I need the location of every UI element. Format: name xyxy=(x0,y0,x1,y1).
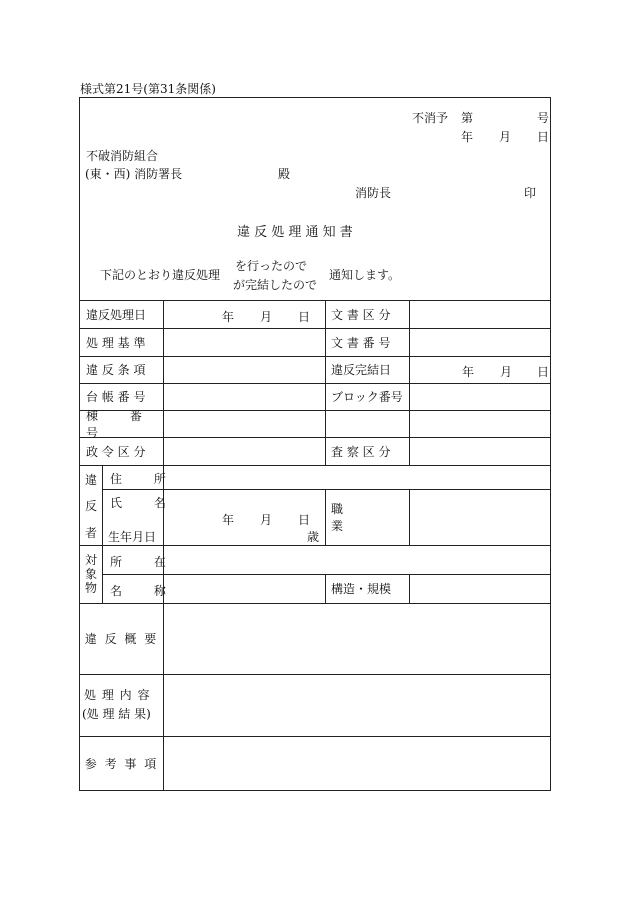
birth-day: 日 xyxy=(298,513,311,527)
body-suffix: 通知します。 xyxy=(329,268,401,282)
label-bunsho-kubun: 文 書 区 分 xyxy=(331,307,391,322)
age-label: 歳 xyxy=(307,530,320,544)
rule-v xyxy=(409,489,410,545)
rule-v xyxy=(409,574,410,603)
label-ihan-shori-bi: 違反処理日 xyxy=(86,307,147,322)
form-caption: 様式第21号(第31条関係) xyxy=(80,82,216,96)
rule xyxy=(80,465,550,466)
label-shokugyou: 職 業 xyxy=(331,502,374,533)
seal-label: 印 xyxy=(524,186,537,200)
label-block-bango: ブロック番号 xyxy=(331,390,403,404)
rule xyxy=(80,674,550,675)
ihan-date-year: 年 xyxy=(222,310,235,324)
label-seinengappi: 生年月日 xyxy=(108,530,157,544)
header-day: 日 xyxy=(537,130,550,144)
header-year: 年 xyxy=(461,130,474,144)
label-sasatsu-kubun: 査 察 区 分 xyxy=(331,444,391,459)
rule-v xyxy=(102,465,103,603)
taishou-char-2: 象 xyxy=(84,567,97,581)
rule-v xyxy=(409,437,410,465)
taishou-char-3: 物 xyxy=(84,581,97,595)
label-ihan-joukou: 違 反 条 項 xyxy=(86,363,146,377)
rule-v xyxy=(409,300,410,437)
dai-label: 第 xyxy=(461,111,474,125)
header-month: 月 xyxy=(499,130,512,144)
birth-month: 月 xyxy=(260,513,273,527)
rule xyxy=(80,545,550,546)
kanketsu-date-day: 日 xyxy=(537,365,550,379)
label-daichou-bango: 台 帳 番 号 xyxy=(86,390,146,404)
ihansha-char-3: 者 xyxy=(84,526,97,540)
taishou-char-1: 対 xyxy=(84,553,97,567)
dono-label: 殿 xyxy=(278,167,291,181)
ihansha-char-2: 反 xyxy=(84,499,97,513)
gou-label: 号 xyxy=(537,111,550,125)
label-bunsho-bango: 文 書 番 号 xyxy=(331,335,391,350)
label-shori-kijun: 処 理 基 準 xyxy=(86,335,146,350)
birth-year: 年 xyxy=(222,513,235,527)
label-ihan-kanketsu-bi: 違反完結日 xyxy=(331,363,392,377)
label-meishou: 名 称 xyxy=(110,584,180,598)
option-2: が完結したので xyxy=(233,278,318,292)
label-shori-naiyou: 処 理 内 容 xyxy=(84,688,151,702)
ihan-date-day: 日 xyxy=(298,310,311,324)
label-seirei-kubun: 政 令 区 分 xyxy=(86,444,146,459)
notice-form xyxy=(79,97,551,791)
label-sankou-jikou: 参 考 事 項 xyxy=(84,756,159,771)
label-tou-bango: 棟 番 号 xyxy=(86,408,156,440)
ihan-date-month: 月 xyxy=(260,310,273,324)
rule-v xyxy=(163,300,164,790)
option-1: を行ったので xyxy=(235,259,308,273)
body-prefix: 下記のとおり違反処理 xyxy=(100,268,221,282)
label-ihan-gaiyou: 違 反 概 要 xyxy=(84,632,159,646)
addressee-title: (東・西) 消防署長 xyxy=(85,167,183,181)
label-juusho: 住 所 xyxy=(110,472,180,486)
kanketsu-date-year: 年 xyxy=(462,365,475,379)
label-shori-kekka: (処 理 結 果) xyxy=(82,707,151,721)
sender-label: 消防長 xyxy=(355,186,392,200)
label-kouzou-kibo: 構造・規模 xyxy=(331,582,392,596)
label-shimei: 氏 名 xyxy=(110,496,180,510)
addressee-org: 不破消防組合 xyxy=(86,149,159,163)
label-shozai: 所 在 xyxy=(110,555,180,569)
ihansha-char-1: 違 xyxy=(84,473,97,487)
kanketsu-date-month: 月 xyxy=(500,365,513,379)
document-title: 違 反 処 理 通 知 書 xyxy=(237,225,353,240)
fushouyo-label: 不消予 xyxy=(412,111,449,125)
